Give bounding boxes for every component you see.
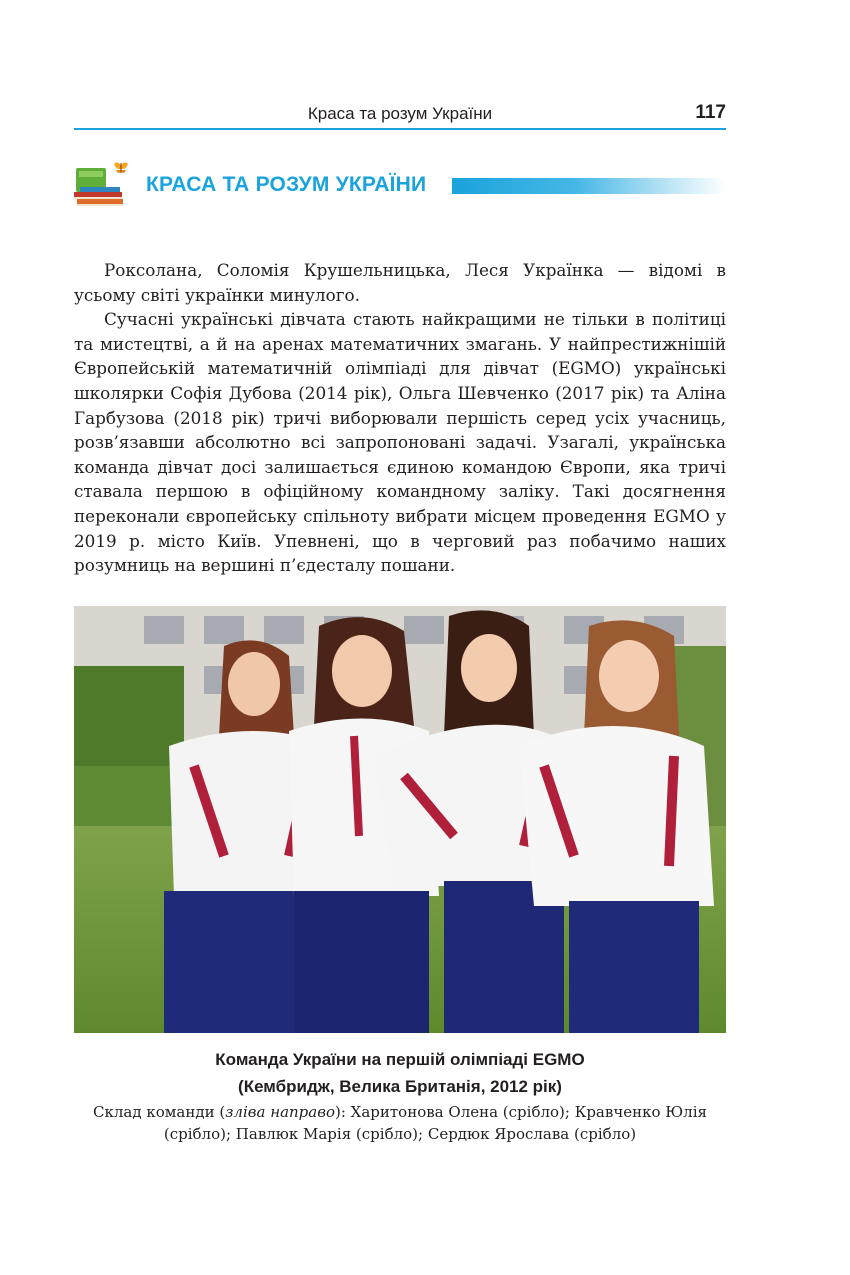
note-prefix: Склад команди ( bbox=[93, 1103, 226, 1121]
running-title: Краса та розум України bbox=[307, 104, 493, 123]
page-number: 117 bbox=[695, 102, 726, 123]
caption-line: Команда України на першій олімпіаді EGMO bbox=[215, 1050, 585, 1069]
paragraph: Роксолана, Соломія Крушельницька, Леся Українка — відомі в усьому світі українки минулого. bbox=[74, 260, 726, 305]
paragraph: Сучасні українські дівчата стають найкращими не тільки в політиці та мистецтві, а й на аренах математичних змагань. У найпрестижнішій Європейській математичній олімпіаді для дівчат (EGMO) українські школярки Софія Дубова (2014 рік), Ольга Шевченко (2017 рік) та Аліна Гарбузова (2018 рік) тричі виборювали першість серед усіх учасниць, розв’язавши абсолютно всі запропоновані задачі. Узагалі, українська команда дівчат досі залишається єдиною командою Європи, яка тричі ставала першою в офіційному командному заліку. Такі досягнення переконали європейську спільноту вибрати місцем проведення EGMO у 2019 р. місто Київ. Упевнені, що в черговий раз побачимо наших розумниць на вершині п’єдесталу пошани. bbox=[74, 309, 726, 576]
section-title: КРАСА ТА РОЗУМ УКРАЇНИ bbox=[146, 173, 427, 196]
body-text bbox=[74, 258, 726, 578]
caption-line: (Кембридж, Велика Британія, 2012 рік) bbox=[238, 1077, 562, 1096]
note-rest: ): Харитонова Олена (срібло); Кравченко Юлія (срібло); Павлюк Марія (срібло); Сердюк Ярослава (срібло) bbox=[163, 1103, 707, 1143]
note-italic: зліва направо bbox=[225, 1103, 335, 1121]
figure-note bbox=[74, 1101, 726, 1145]
section-heading bbox=[74, 160, 726, 208]
title-gradient-bar bbox=[452, 178, 726, 194]
figure-caption bbox=[74, 1046, 726, 1100]
running-header bbox=[74, 100, 726, 130]
books-butterfly-icon bbox=[74, 160, 130, 208]
team-photo bbox=[74, 606, 726, 1033]
